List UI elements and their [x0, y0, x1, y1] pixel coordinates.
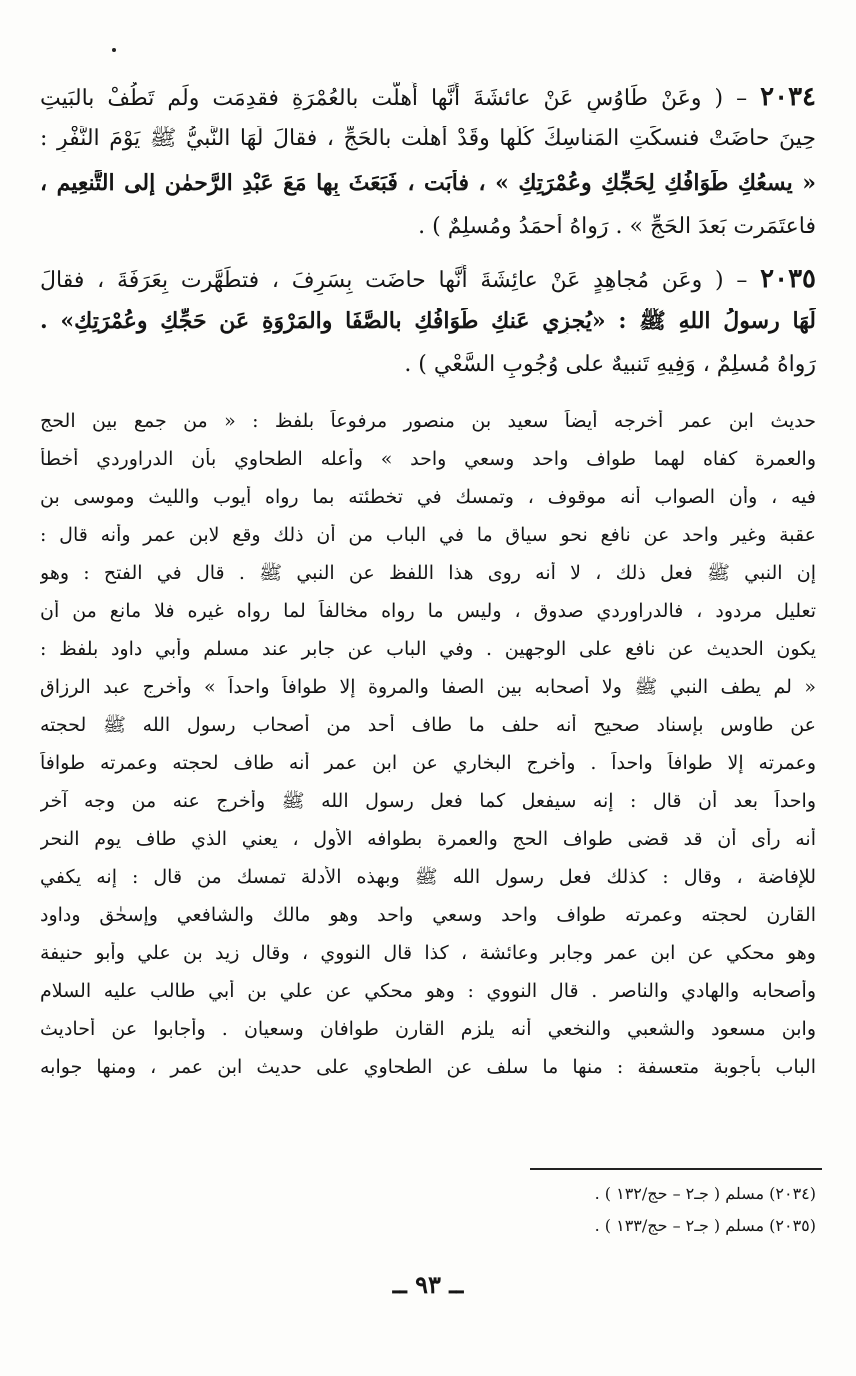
footnote: (٢٠٣٥) مسلم ( جـ٢ – حج/١٣٣ ) . [594, 1216, 816, 1235]
commentary-line: إن النبي ﷺ فعل ذلك ، لا أنه روى هذا اللفظ عن النبي ﷺ . قال في الفتح : وهو [40, 562, 816, 584]
commentary-line: القارن لحجته وعمرته طواف واحد وسعي واحد وهو مالك والشافعي وإسحٰق وداود [40, 904, 816, 926]
hadith-number: ٢٠٣٥ [760, 264, 816, 294]
commentary-line: تعليل مردود ، فالدراوردي صدوق ، وليس ما رواه مخالفاً لما رواه غيره فلا مانع من أن [40, 600, 816, 622]
commentary-line: « لم يطف النبي ﷺ ولا أصحابه بين الصفا والمروة إلا طوافاً واحداً » وأخرج عبد الرزاق [40, 676, 816, 698]
hadith-2035-line-2: لَهَا رسولُ اللهِ ﷺ : «يُجزِي عَنكِ طَوَافُكِ بالصَّفَا والمَرْوَةِ عَن حَجِّكِ وعُمْرَتِكِ» . [40, 308, 816, 334]
hadith-2034-line-1: ٢٠٣٤ – ( وعَنْ طَاوُسٍ عَنْ عائشَةَ أَنَّها أَهلَّت بالعُمْرَةِ فقدِمَت ولَم تَطُفْ بالبَيتِ [40, 82, 816, 112]
hadith-2035-line-3: رَواهُ مُسلِمٌ ، وَفِيهِ تَنبيهٌ على وُجُوبِ السَّعْيِ ) . [404, 352, 816, 377]
commentary-line: عن طاوس بإسناد صحيح أنه حلف ما طاف أحد من أصحاب رسول الله ﷺ لحجته [40, 714, 816, 736]
commentary-line: وأصحابه والهادي والناصر . قال النووي : وهو محكي عن علي بن أبي طالب عليه السلام [40, 980, 816, 1002]
commentary-line: فيه ، وأن الصواب أنه موقوف ، وتمسك في تخطئته بما رواه أيوب والليث وموسى بن [40, 486, 816, 508]
hadith-number: ٢٠٣٤ [760, 82, 816, 112]
commentary-line: يكون الحديث عن نافع على الوجهين . وفي الباب عن جابر عند مسلم وأبي داود بلفظ : [40, 638, 816, 660]
commentary-line: عقبة وغير واحد عن نافع نحو سياق ما في الباب من أن ذلك وقع لابن عمر وأنه قال : [40, 524, 816, 546]
hadith-2034-line-2: حِينَ حاضَتْ فنسكَتِ المَناسِكَ كُلَّها وقَدْ أَهلَّت بالحَجِّ ، فقالَ لَهَا النَّبيُّ ﷺ يَوْمَ النَّفْرِ : [40, 126, 816, 151]
commentary-line: وعمرته إلا طوافاً واحداً . وأخرج البخاري عن ابن عمر أنه طاف لحجته وعمرته طوافاً [40, 752, 816, 774]
hadith-2035-line-1: ٢٠٣٥ – ( وعَن مُجاهِدٍ عَنْ عائِشَةَ أَنَّها حاضَت بِسَرِفَ ، فتطَهَّرت بِعَرَفَةَ ، فقالَ [40, 264, 816, 294]
hadith-2034-line-3: « يسعُكِ طَوَافُكِ لِحَجِّكِ وعُمْرَتِكِ » ، فأبَت ، فَبَعَثَ بِها مَعَ عَبْدِ الرَّحمٰنِ إلى التَّنعِيمِ ، [40, 170, 816, 196]
hadith-2034-line-4: فاعتَمَرت بَعدَ الحَجِّ » . رَواهُ أحمَدُ ومُسلِمٌ ) . [418, 214, 816, 239]
footnote-separator [530, 1168, 822, 1170]
footnote: (٢٠٣٤) مسلم ( جـ٢ – حج/١٣٢ ) . [594, 1184, 816, 1203]
commentary-line: أنه رأى أن قد قضى طواف الحج والعمرة بطوافه الأول ، يعني الذي طاف يوم النحر [40, 828, 816, 850]
commentary-line: للإفاضة ، وقال : كذلك فعل رسول الله ﷺ وبهذه الأدلة تمسك من قال : إنه يكفي [40, 866, 816, 888]
commentary-line: واحداً بعد أن قال : إنه سيفعل كما فعل رسول الله ﷺ وأخرج عنه من وجه آخر [40, 790, 816, 812]
commentary-line: وهو محكي عن ابن عمر وجابر وعائشة ، كذا قال النووي ، وقال زيد بن علي وأبو حنيفة [40, 942, 816, 964]
commentary-line: وابن مسعود والشعبي والنخعي أنه يلزم القارن طوافان وسعيان . وأجابوا عن أحاديث [40, 1018, 816, 1040]
commentary-line: والعمرة كفاه لهما طواف واحد وسعي واحد » وأعله الطحاوي بأن الدراوردي أخطأ [40, 448, 816, 470]
commentary-line: الباب بأجوبة متعسفة : منها ما سلف عن الطحاوي على حديث ابن عمر ، ومنها جوابه [40, 1056, 816, 1078]
speck [112, 48, 116, 52]
commentary-line: حديث ابن عمر أخرجه أيضاً سعيد بن منصور مرفوعاً بلفظ : « من جمع بين الحج [40, 410, 816, 432]
page-number: ــ ٩٣ ــ [392, 1270, 464, 1299]
